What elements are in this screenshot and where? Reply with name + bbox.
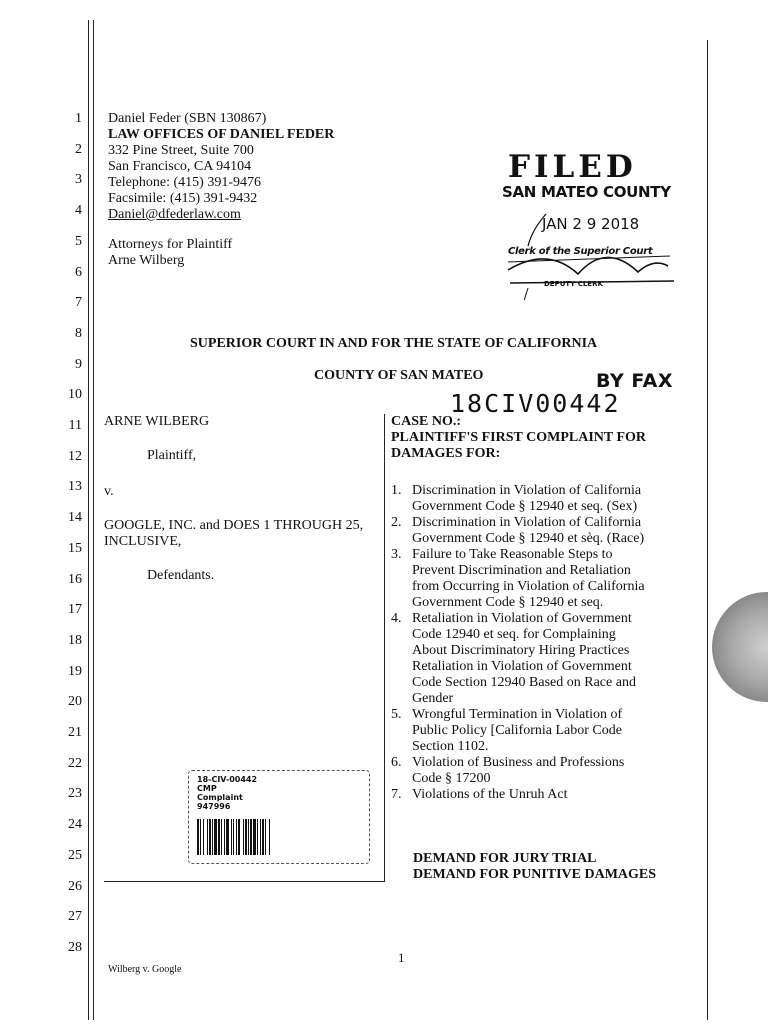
line-number: 12 <box>68 449 82 464</box>
barcode-bar <box>218 819 220 855</box>
claim-number: 7. <box>391 787 402 802</box>
claim-item <box>391 483 701 515</box>
caption-vertical-rule <box>384 414 385 882</box>
right-margin-rule <box>707 40 708 1020</box>
line-number: 8 <box>75 326 82 341</box>
claim-number: 3. <box>391 547 402 562</box>
line-number: 6 <box>75 265 82 280</box>
line-number: 27 <box>68 909 82 924</box>
barcode-bar <box>231 819 232 855</box>
claim-item <box>391 515 701 547</box>
filed-stamp-county: SAN MATEO COUNTY <box>502 183 671 201</box>
claim-text-line: About Discriminatory Hiring Practices <box>412 643 630 658</box>
barcode-bar <box>245 819 247 855</box>
plaintiff-label: Plaintiff, <box>147 448 197 463</box>
attorney-firm: LAW OFFICES OF DANIEL FEDER <box>108 127 335 142</box>
line-number: 9 <box>75 357 82 372</box>
line-number: 7 <box>75 295 82 310</box>
attorney-role: Attorneys for Plaintiff <box>108 237 233 252</box>
claim-item <box>391 755 701 787</box>
barcode-bar <box>265 819 266 855</box>
barcode-bar <box>253 819 256 855</box>
court-seal-fragment <box>712 592 768 702</box>
barcode-bar <box>238 819 240 855</box>
line-number: 21 <box>68 725 82 740</box>
caption-left <box>104 414 382 583</box>
filed-stamp-title: FILED <box>508 149 637 185</box>
filed-stamp-deputy: DEPUTY CLERK <box>544 280 603 288</box>
barcode-bar <box>200 819 201 855</box>
filed-stamp-clerk: Clerk of the Superior Court <box>508 246 653 257</box>
caption-right <box>391 414 701 462</box>
barcode-label-case: 18-CIV-00442 <box>197 775 258 784</box>
claim-text-line: Gender <box>412 691 454 706</box>
line-number: 17 <box>68 602 82 617</box>
barcode-bar <box>203 819 204 855</box>
claim-text-line: Code 12940 et seq. for Complaining <box>412 627 616 642</box>
line-number: 20 <box>68 694 82 709</box>
line-number: 28 <box>68 940 82 955</box>
barcode-bar <box>221 819 222 855</box>
claim-text-line: Retaliation in Violation of Government <box>412 611 632 626</box>
jury-demand: DEMAND FOR JURY TRIAL <box>413 851 597 866</box>
claim-text-line: Prevent Discrimination and Retaliation <box>412 563 631 578</box>
line-number: 10 <box>68 387 82 402</box>
claim-text-line: Violation of Business and Professions <box>412 755 625 770</box>
barcode-bar <box>212 819 213 855</box>
barcode-bar <box>269 819 270 855</box>
attorney-name: Daniel Feder (SBN 130867) <box>108 111 267 126</box>
barcode-bar <box>250 819 252 855</box>
attorney-block <box>108 111 408 269</box>
barcode-bar <box>248 819 249 855</box>
defendant-label: Defendants. <box>147 568 215 583</box>
line-number: 16 <box>68 572 82 587</box>
claim-text-line: Wrongful Termination in Violation of <box>412 707 623 722</box>
versus-label: v. <box>104 484 114 499</box>
barcode-bar <box>197 819 199 855</box>
line-number: 14 <box>68 510 82 525</box>
line-number: 15 <box>68 541 82 556</box>
barcode-bar <box>243 819 244 855</box>
attorney-address-city: San Francisco, CA 94104 <box>108 159 252 174</box>
filed-stamp <box>488 150 684 300</box>
left-margin-rule-inner <box>93 20 94 1020</box>
complaint-title-line1: PLAINTIFF'S FIRST COMPLAINT FOR <box>391 430 647 445</box>
line-number: 3 <box>75 172 82 187</box>
line-number: 13 <box>68 479 82 494</box>
barcode-bar <box>224 819 225 855</box>
plaintiff-name: ARNE WILBERG <box>104 414 210 429</box>
barcode-bar <box>226 819 229 855</box>
claim-item <box>391 611 701 707</box>
court-county: COUNTY OF SAN MATEO <box>314 368 484 383</box>
line-number: 4 <box>75 203 82 218</box>
claim-text-line: Government Code § 12940 et seq. (Sex) <box>412 499 638 514</box>
attorney-facsimile: Facsimile: (415) 391-9432 <box>108 191 258 206</box>
barcode-label <box>188 770 370 864</box>
claim-number: 4. <box>391 611 402 626</box>
court-title: SUPERIOR COURT IN AND FOR THE STATE OF CALIFORNIA <box>190 336 598 351</box>
complaint-title-line2: DAMAGES FOR: <box>391 446 501 461</box>
claim-text-line: Failure to Take Reasonable Steps to <box>412 547 613 562</box>
attorney-address-street: 332 Pine Street, Suite 700 <box>108 143 254 158</box>
claim-item <box>391 707 701 755</box>
claim-text-line: Section 1102. <box>412 739 489 754</box>
defendant-name-line2: INCLUSIVE, <box>104 534 182 549</box>
barcode-bar <box>262 819 264 855</box>
line-number: 23 <box>68 786 82 801</box>
line-number: 22 <box>68 756 82 771</box>
line-number: 5 <box>75 234 82 249</box>
barcode-label-type: CMP <box>197 784 217 793</box>
barcode-bar <box>233 819 234 855</box>
claim-text-line: Discrimination in Violation of California <box>412 483 642 498</box>
claim-text-line: Government Code § 12940 et sèq. (Race) <box>412 531 645 546</box>
claim-item <box>391 787 701 803</box>
claim-item <box>391 547 701 611</box>
attorney-email[interactable]: Daniel@dfederlaw.com <box>108 207 241 222</box>
barcode-bar <box>214 819 217 855</box>
page-number: 1 <box>398 950 405 965</box>
punitive-demand: DEMAND FOR PUNITIVE DAMAGES <box>413 867 657 882</box>
claim-text-line: Code Section 12940 Based on Race and <box>412 675 636 690</box>
barcode-bar <box>209 819 211 855</box>
claims-list <box>391 483 701 803</box>
claim-text-line: Violations of the Unruh Act <box>412 787 568 802</box>
line-number: 1 <box>75 111 82 126</box>
line-number: 18 <box>68 633 82 648</box>
line-number: 19 <box>68 664 82 679</box>
barcode-icon <box>197 819 337 855</box>
claim-text-line: Public Policy [California Labor Code <box>412 723 622 738</box>
claim-number: 6. <box>391 755 402 770</box>
attorney-telephone: Telephone: (415) 391-9476 <box>108 175 261 190</box>
left-margin-rule-outer <box>88 20 89 1020</box>
line-number: 26 <box>68 879 82 894</box>
attorney-client: Arne Wilberg <box>108 253 185 268</box>
barcode-bar <box>236 819 237 855</box>
claim-text-line: Discrimination in Violation of California <box>412 515 642 530</box>
claim-text-line: from Occurring in Violation of California <box>412 579 645 594</box>
footer-short-title: Wilberg v. Google <box>108 964 182 975</box>
claim-text-line: Code § 17200 <box>412 771 491 786</box>
case-number-stamp: 18CIV00442 <box>450 389 621 418</box>
barcode-label-desc: Complaint <box>197 793 243 802</box>
claim-number: 1. <box>391 483 402 498</box>
line-number: 24 <box>68 817 82 832</box>
barcode-bar <box>207 819 208 855</box>
caption-bottom-rule <box>104 881 385 882</box>
claim-text-line: Retaliation in Violation of Government <box>412 659 632 674</box>
filed-stamp-date: JAN 2 9 2018 <box>542 215 640 233</box>
claim-number: 2. <box>391 515 402 530</box>
claim-text-line: Government Code § 12940 et seq. <box>412 595 604 610</box>
line-number: 11 <box>68 418 82 433</box>
line-number: 25 <box>68 848 82 863</box>
case-no-label: CASE NO.: <box>391 414 462 429</box>
barcode-bar <box>260 819 261 855</box>
barcode-label-id: 947996 <box>197 802 231 811</box>
by-fax-stamp: BY FAX <box>596 370 673 392</box>
line-number: 2 <box>75 142 82 157</box>
claim-number: 5. <box>391 707 402 722</box>
barcode-bar <box>257 819 258 855</box>
defendant-name-line1: GOOGLE, INC. and DOES 1 THROUGH 25, <box>104 518 364 533</box>
